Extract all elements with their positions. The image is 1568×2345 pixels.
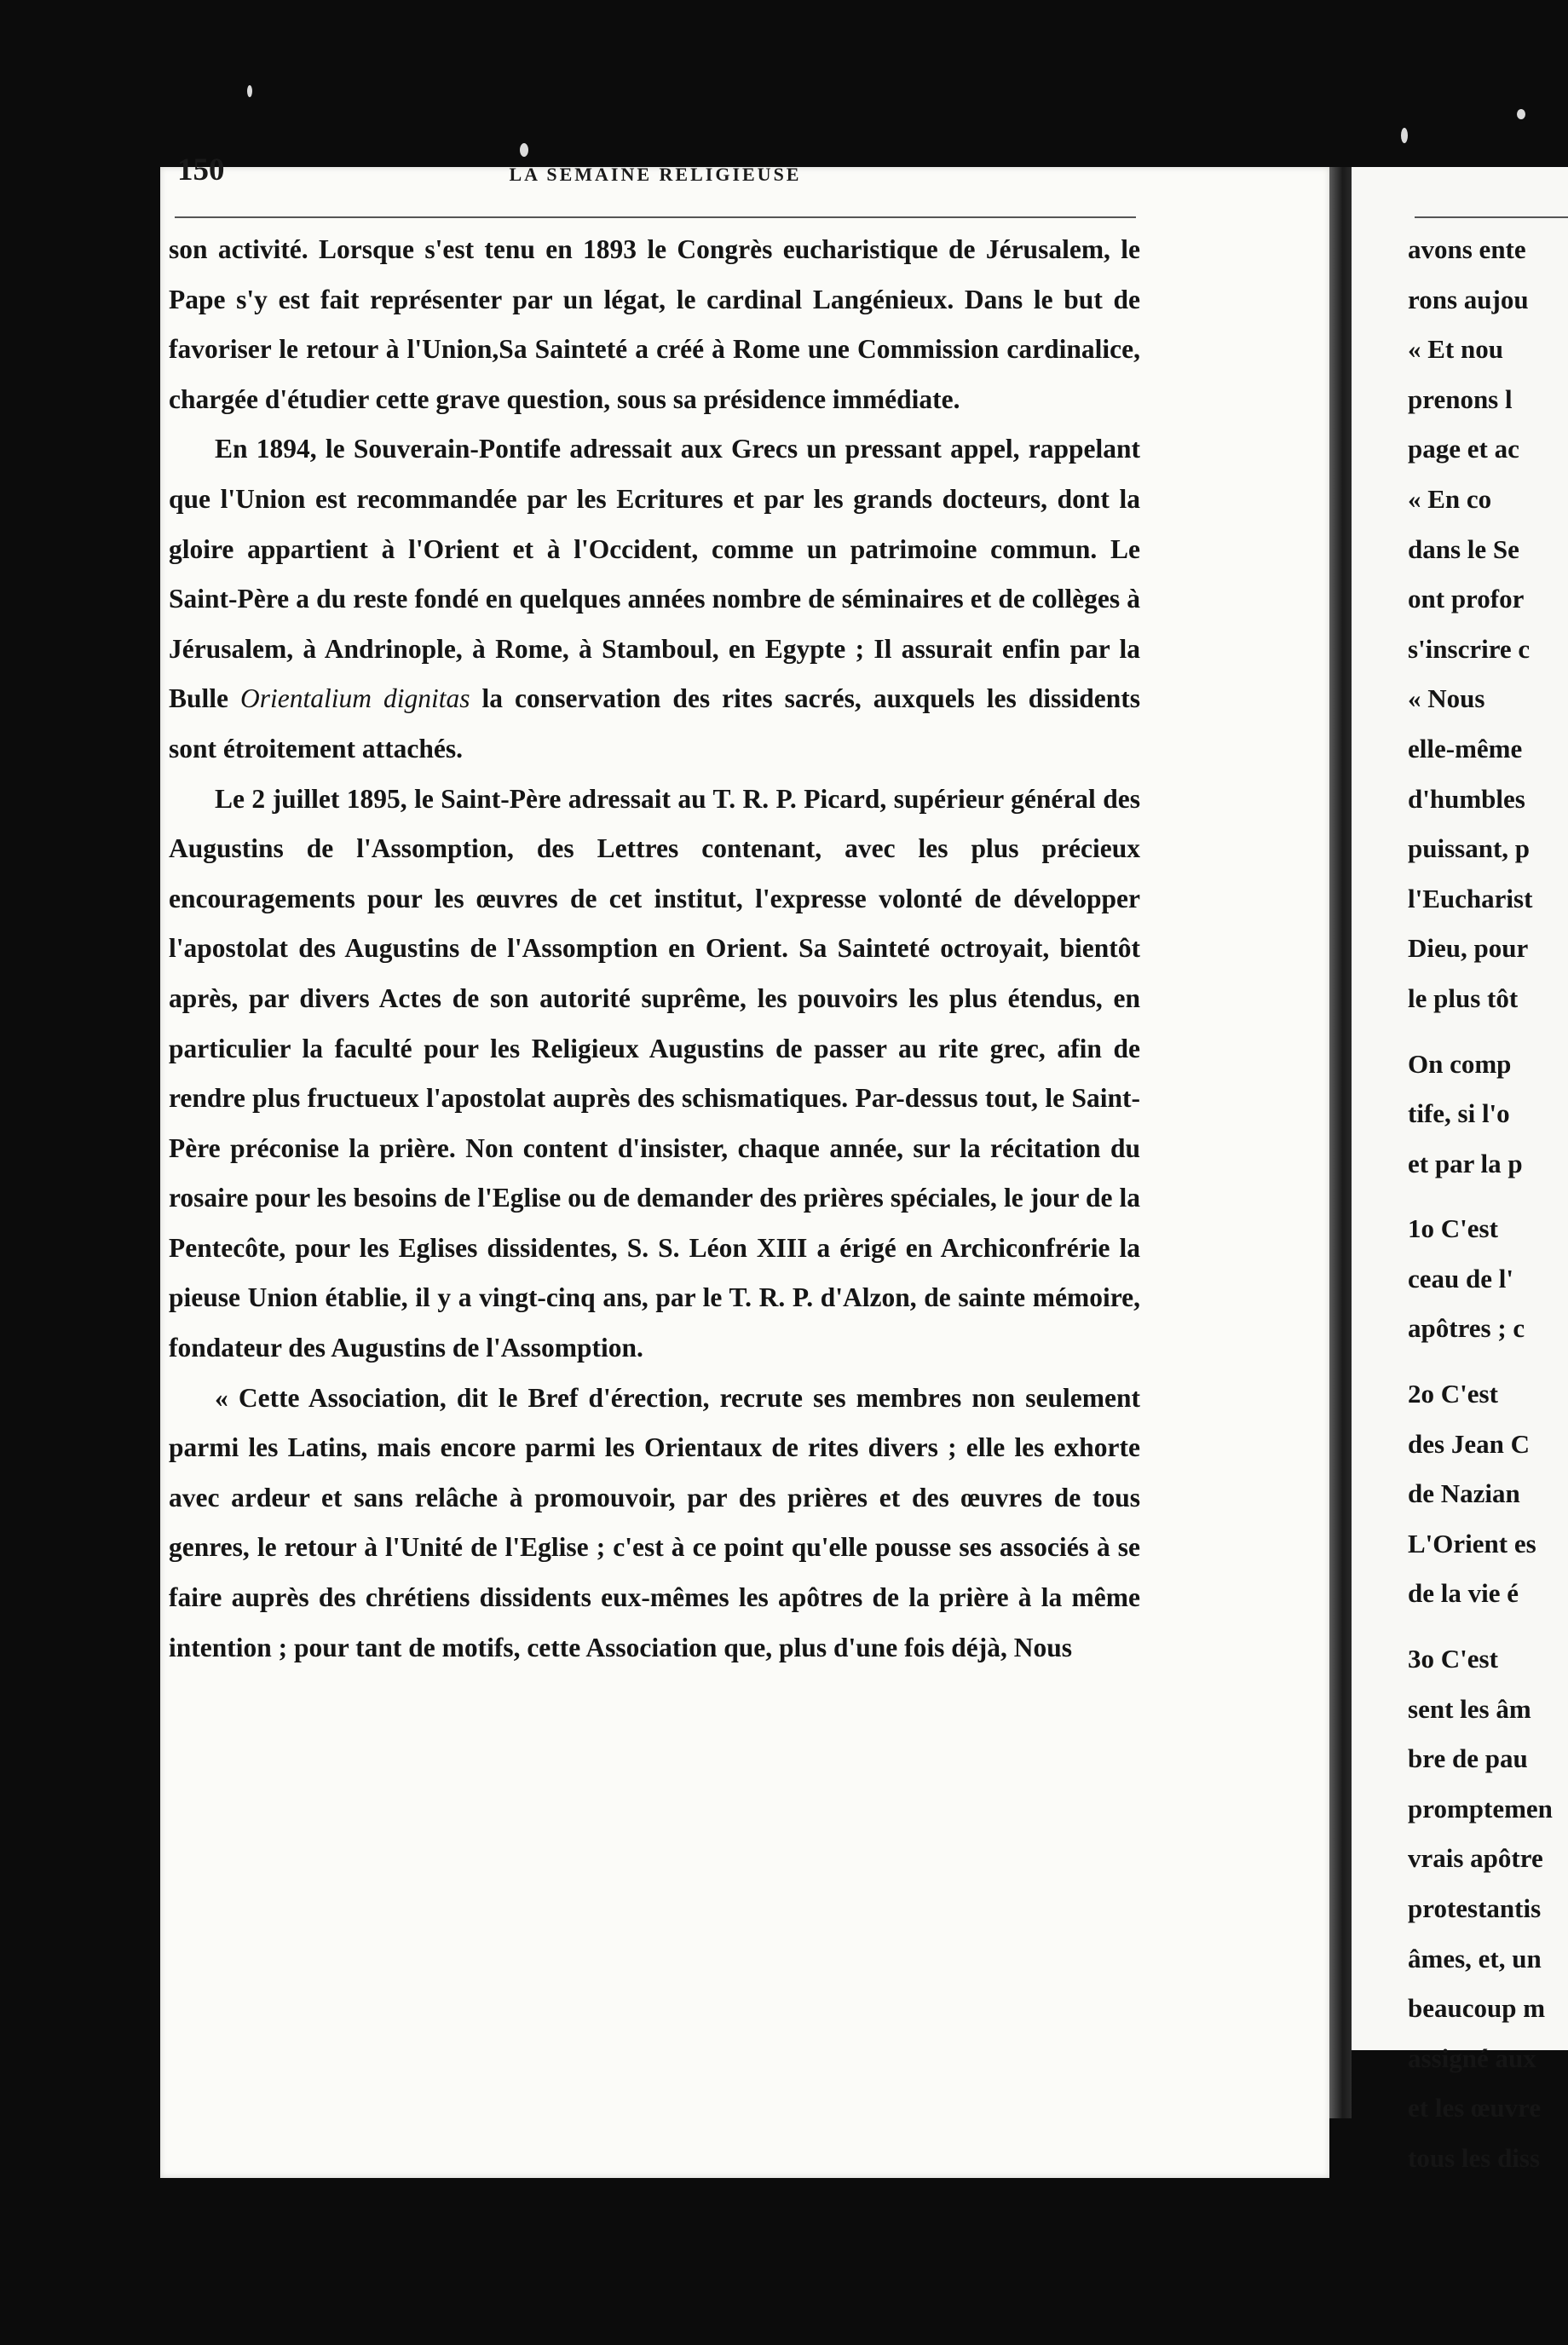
facing-line: 1o C'est: [1408, 1213, 1498, 1244]
facing-line: puissant, p: [1408, 833, 1531, 864]
book-gutter: [1329, 167, 1352, 2118]
facing-line: tous les diss: [1408, 2142, 1541, 2173]
main-text: [169, 225, 1140, 1673]
facing-line: avons ente: [1408, 234, 1526, 264]
dust-speck: [520, 143, 528, 157]
dust-speck: [1517, 109, 1525, 119]
paragraph-1: son activité. Lorsque s'est tenu en 1893 le Congrès eucharistique de Jérusalem, le Pape s'y est fait représenter par un légat, le cardinal Langénieux. Dans le but de favoriser le retour à l'Union,Sa Sainteté a créé à Rome une Commission cardinalice, chargée d'étudier cette grave question, sous sa présidence immédiate.: [169, 234, 1140, 414]
facing-line: protestantis: [1408, 1893, 1542, 1923]
facing-line: L'Orient es: [1408, 1528, 1536, 1559]
facing-line: bre de pau: [1408, 1743, 1528, 1774]
header-rule: [175, 216, 1136, 218]
running-head: LA SEMAINE RELIGIEUSE: [509, 164, 802, 185]
dust-speck: [247, 85, 252, 97]
paragraph-2-end: la conservation des rites sacrés, auxquels les dissidents sont étroitement attachés.: [169, 683, 1140, 763]
facing-line: On comp: [1408, 1048, 1512, 1079]
facing-line: dans le Se: [1408, 533, 1519, 564]
facing-line: l'Eucharist: [1408, 883, 1533, 913]
facing-line: des Jean C: [1408, 1428, 1530, 1459]
paragraph-2: [169, 424, 1140, 774]
facing-line: et les œuvre: [1408, 2093, 1542, 2123]
facing-line: promptemen: [1408, 1793, 1553, 1824]
facing-line: de Nazian: [1408, 1478, 1520, 1509]
facing-page-text: [1408, 225, 1568, 2184]
facing-line: « Et nou: [1408, 334, 1503, 365]
facing-line: elle-même: [1408, 733, 1523, 763]
facing-line: vrais apôtre: [1408, 1843, 1543, 1874]
facing-line: [1408, 1189, 1568, 1204]
facing-line: beaucoup m: [1408, 1993, 1546, 2024]
facing-line: ont profor: [1408, 584, 1525, 614]
facing-line: d'humbles: [1408, 783, 1525, 814]
facing-line: 2o C'est: [1408, 1379, 1498, 1409]
facing-line: [1408, 1024, 1568, 1040]
facing-line: 3o C'est: [1408, 1644, 1498, 1674]
facing-line: assigné aux: [1408, 2043, 1536, 2073]
paragraph-4: « Cette Association, dit le Bref d'érection, recrute ses membres non seulement parmi les Latins, mais encore parmi les Orientaux de rites divers ; elle les exhorte avec ardeur et sans relâche à promouvoir, par des prières et des œuvres de tous genres, le retour à l'Unité de l'Eglise ; c'est à ce point qu'elle pousse ses associés à se faire auprès des chrétiens dissidents eux-mêmes les apôtres de la prière à la même intention ; pour tant de motifs, cette Association que, plus d'une fois déjà, Nous: [169, 1382, 1140, 1662]
facing-line: âmes, et, un: [1408, 1943, 1542, 1973]
facing-line: ceau de l': [1408, 1263, 1513, 1293]
facing-line: prenons l: [1408, 383, 1513, 414]
page-number: 150: [177, 153, 225, 187]
facing-line: « En co: [1408, 483, 1492, 514]
paragraph-2-text: En 1894, le Souverain-Pontife adressait aux Grecs un pressant appel, rappelant que l'Union est recommandée par les Ecritures et par les grands docteurs, dont la gloire appartient à l'Orient et à l'Occident, comme un patrimoine commun. Le Saint-Père a du reste fondé en quelques années nombre de séminaires et de collèges à Jérusalem, à Andrinople, à Rome, à Stamboul, en Egypte ; Il assurait enfin par la Bulle: [169, 434, 1140, 714]
facing-header-rule: [1415, 216, 1568, 218]
facing-line: apôtres ; c: [1408, 1313, 1525, 1344]
facing-line: et par la p: [1408, 1148, 1523, 1178]
facing-line: le plus tôt: [1408, 982, 1519, 1013]
facing-line: [1408, 1619, 1568, 1634]
facing-line: sent les âm: [1408, 1693, 1531, 1724]
dust-speck: [1401, 128, 1408, 143]
facing-line: de la vie é: [1408, 1578, 1519, 1609]
bulle-title: Orientalium dignitas: [240, 683, 470, 714]
facing-line: [1408, 1354, 1568, 1369]
facing-line: « Nous: [1408, 683, 1485, 714]
facing-line: tife, si l'o: [1408, 1098, 1510, 1129]
page-header: [177, 152, 1133, 194]
paragraph-3: Le 2 juillet 1895, le Saint-Père adressait au T. R. P. Picard, supérieur général des Augustins de l'Assomption, des Lettres contenant, avec les plus précieux encouragements pour les œuvres de cet institut, l'expresse volonté de développer l'apostolat des Augustins de l'Assomption en Orient. Sa Sainteté octroyait, bientôt après, par divers Actes de son autorité suprême, les pouvoirs les plus étendus, en particulier la faculté pour les Religieux Augustins de passer au rite grec, afin de rendre plus fructueux l'apostolat auprès des schismatiques. Par-dessus tout, le Saint-Père préconise la prière. Non content d'insister, chaque année, sur la récitation du rosaire pour les besoins de l'Eglise ou de demander des prières spéciales, le jour de la Pentecôte, pour les Eglises dissidentes, S. S. Léon XIII a érigé en Archiconfrérie la pieuse Union établie, il y a vingt-cinq ans, par le T. R. P. d'Alzon, de sainte mémoire, fondateur des Augustins de l'Assomption.: [169, 783, 1140, 1363]
facing-line: Dieu, pour: [1408, 933, 1529, 964]
facing-line: s'inscrire c: [1408, 633, 1531, 664]
facing-line: page et ac: [1408, 434, 1519, 464]
facing-line: rons aujou: [1408, 284, 1529, 314]
